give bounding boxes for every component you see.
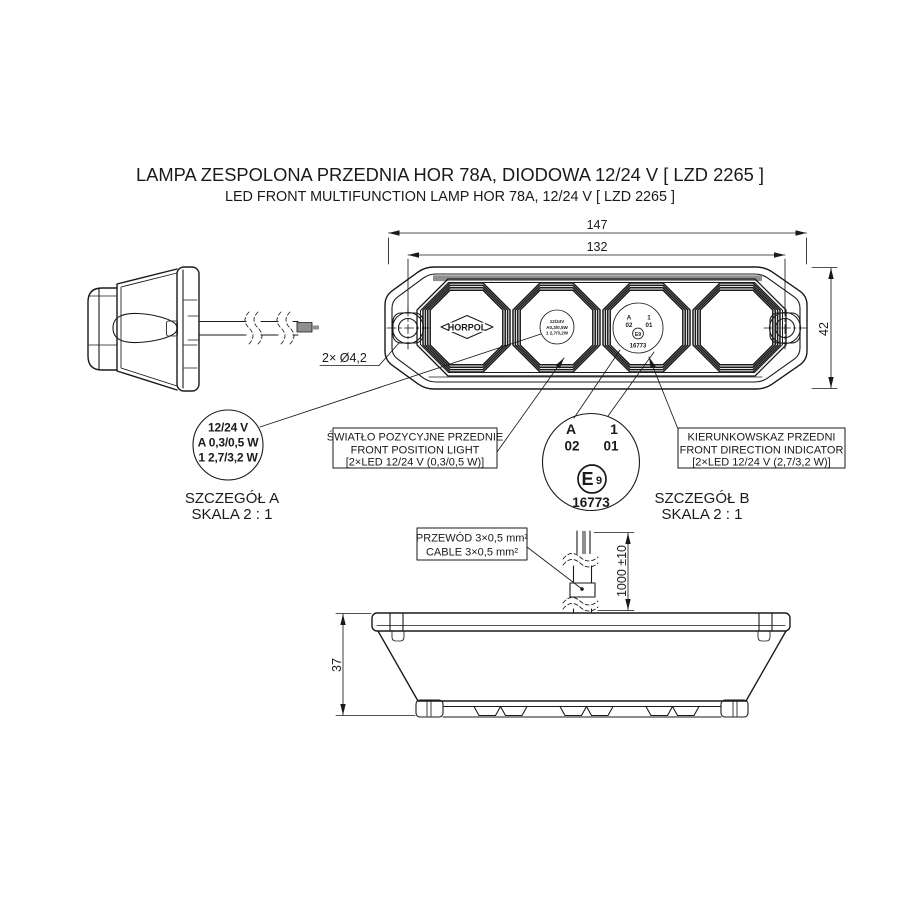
dim-hole-spacing: 132 (586, 240, 608, 254)
position-light-line-1: ŚWIATŁO POZYCYJNE PRZEDNIE (326, 431, 504, 444)
callout-cable (416, 528, 584, 591)
direction-indicator-line-3: [2×LED 12/24 V (2,7/3,2 W)] (692, 456, 831, 469)
callout-position-light (327, 358, 564, 469)
side-wire (199, 312, 319, 344)
cable-label-line-2: CABLE 3×0,5 mm² (425, 546, 519, 559)
wire-end (297, 323, 312, 333)
dim-outer-width: 147 (586, 218, 608, 232)
approval-tiny-number: 16773 (629, 343, 647, 350)
profile-flange (372, 613, 790, 631)
title-line-1: LAMPA ZESPOLONA PRZEDNIA HOR 78A, DIODOWA 12/24 V [ LZD 2265 ] (136, 165, 764, 185)
horpol-logo-text: HORPOL (447, 322, 487, 333)
marking-tiny-2: A0,3/0,5W (546, 324, 568, 330)
dimension-42 (812, 268, 837, 389)
detail-a-line-1: 12/24 V (208, 420, 248, 435)
marking-tiny-3: 1 2,7/3,2W (545, 330, 569, 336)
cable-core (582, 531, 586, 554)
position-light-line-2: FRONT POSITION LIGHT (350, 444, 480, 457)
position-light-line-3: [2×LED 12/24 V (0,3/0,5 W)] (345, 456, 485, 469)
side-body (117, 269, 177, 390)
detail-b-1: 1 (610, 421, 618, 437)
detail-a-line-3: 1 2,7/3,2 W (198, 450, 258, 465)
detail-b-scale: SKALA 2 : 1 (661, 506, 743, 523)
hole-diameter-label (320, 343, 399, 366)
detail-b-02: 02 (564, 438, 580, 454)
profile-clips (474, 707, 699, 716)
detail-b-number: 16773 (572, 495, 610, 510)
side-flange (177, 267, 199, 391)
housing-top-recess (433, 275, 762, 281)
approval-circle (613, 303, 663, 353)
callout-direction-indicator (649, 357, 845, 469)
detail-a-scale: SKALA 2 : 1 (191, 506, 273, 523)
detail-a-leader (260, 334, 541, 427)
approval-tiny-e9: E9 (634, 331, 642, 338)
drawing-title (136, 165, 764, 205)
approval-tiny-a: A (626, 314, 632, 322)
approval-tiny-01: 01 (645, 322, 653, 329)
dim-cable-length: 1000 ±10 (615, 544, 629, 598)
marking-circle (540, 310, 574, 344)
cable (563, 531, 634, 613)
direction-indicator-line-1: KIERUNKOWSKAZ PRZEDNI (687, 431, 836, 444)
marking-tiny-1: 12/24V (549, 319, 565, 324)
e-mark-letter: E (581, 469, 594, 489)
direction-indicator-line-2: FRONT DIRECTION INDICATOR (679, 444, 844, 457)
detail-b-caption: SZCZEGÓŁ B (654, 490, 750, 507)
approval-tiny-1: 1 (647, 314, 651, 322)
side-optic (113, 313, 177, 342)
detail-a-line-2: A 0,3/0,5 W (197, 435, 259, 450)
front-view (320, 218, 837, 389)
title-line-2: LED FRONT MULTIFUNCTION LAMP HOR 78A, 12/24 V [ LZD 2265 ] (225, 189, 675, 205)
detail-a-caption: SZCZEGÓŁ A (184, 490, 280, 507)
dim-height: 42 (817, 322, 831, 336)
direction-indicator-leader (649, 357, 678, 429)
dim-depth: 37 (330, 658, 344, 672)
cable-label-line-1: PRZEWÓD 3×0,5 mm² (415, 532, 529, 545)
bottom-view (330, 613, 790, 717)
dimension-1000 (594, 533, 634, 611)
e-mark-digit: 9 (595, 475, 603, 487)
dim-mounting-holes: 2× Ø4,2 (322, 351, 367, 365)
side-view (88, 267, 319, 391)
detail-b-leader-right (608, 352, 654, 416)
horpol-logo (441, 316, 493, 339)
detail-b-a: A (565, 421, 577, 437)
approval-tiny-02: 02 (625, 322, 633, 329)
detail-b-01: 01 (603, 438, 619, 454)
